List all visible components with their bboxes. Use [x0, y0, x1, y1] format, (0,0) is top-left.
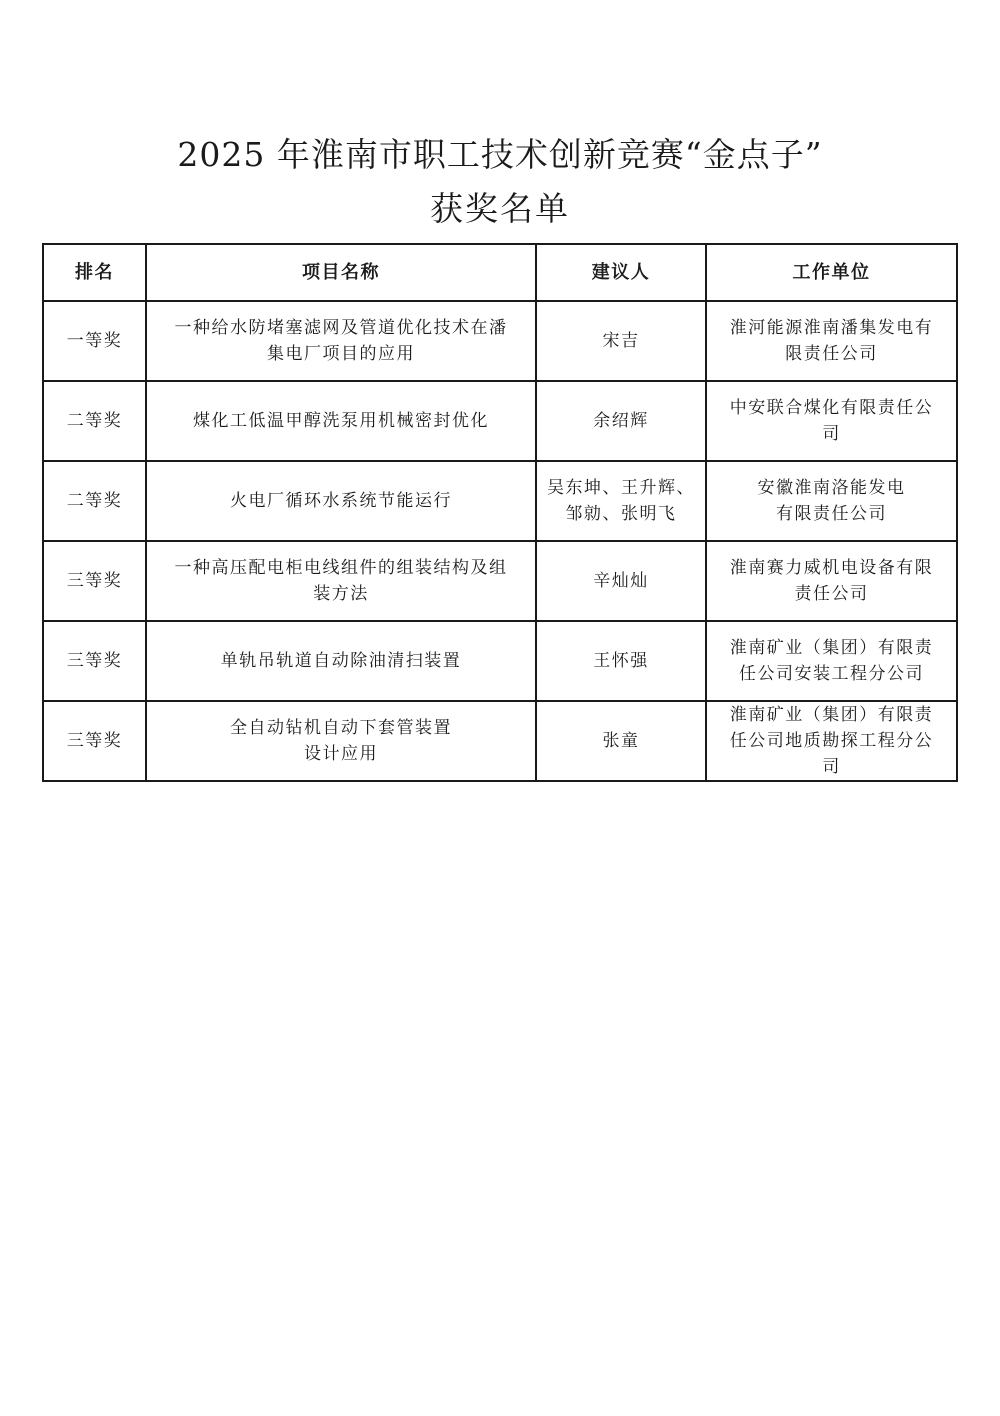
cell-person-line: 宋吉: [602, 331, 640, 351]
cell-rank: 三等奖: [43, 621, 146, 701]
document-subtitle: 获奖名单: [430, 189, 570, 228]
cell-project-line: 全自动钻机自动下套管装置: [230, 718, 452, 738]
cell-project: [146, 621, 536, 701]
header-unit: 工作单位: [706, 244, 957, 301]
awards-table: [42, 243, 958, 782]
cell-unit-line: 任公司地质勘探工程分公: [729, 731, 934, 751]
cell-unit: [706, 301, 957, 381]
cell-project-line: 设计应用: [304, 744, 378, 764]
table-row: [43, 541, 957, 621]
cell-unit-line: 限责任公司: [785, 344, 878, 364]
header-project: 项目名称: [146, 244, 536, 301]
cell-person: [536, 461, 706, 541]
cell-project: [146, 541, 536, 621]
cell-unit-line: 淮南矿业（集团）有限责: [729, 638, 934, 658]
cell-rank: 一等奖: [43, 301, 146, 381]
header-person: 建议人: [536, 244, 706, 301]
cell-person: [536, 301, 706, 381]
cell-person-line: 辛灿灿: [593, 571, 649, 591]
cell-project-line: 单轨吊轨道自动除油清扫装置: [220, 651, 462, 671]
cell-person-line: 吴东坤、王升辉、: [547, 478, 695, 498]
cell-project-line: 装方法: [313, 584, 369, 604]
cell-unit-line: 淮河能源淮南潘集发电有: [729, 318, 934, 338]
cell-person-line: 王怀强: [593, 651, 649, 671]
cell-project: [146, 301, 536, 381]
cell-unit-line: 淮南矿业（集团）有限责: [729, 705, 934, 725]
table-row: [43, 701, 957, 781]
cell-unit-line: 安徽淮南洛能发电: [757, 478, 906, 498]
cell-project-line: 煤化工低温甲醇洗泵用机械密封优化: [193, 411, 489, 431]
cell-unit-line: 责任公司: [794, 584, 869, 604]
cell-person: [536, 541, 706, 621]
cell-unit-line: 任公司安装工程分公司: [739, 664, 924, 684]
cell-project: [146, 381, 536, 461]
cell-unit-line: 中安联合煤化有限责任公: [729, 398, 934, 418]
table-row: [43, 381, 957, 461]
table-row: [43, 461, 957, 541]
cell-project-line: 集电厂项目的应用: [267, 344, 415, 364]
cell-person: [536, 701, 706, 781]
cell-unit-line: 有限责任公司: [776, 504, 887, 524]
table-row: [43, 301, 957, 381]
cell-rank: 二等奖: [43, 381, 146, 461]
cell-rank: 二等奖: [43, 461, 146, 541]
cell-project-line: 一种给水防堵塞滤网及管道优化技术在潘: [174, 318, 508, 338]
cell-project: [146, 461, 536, 541]
cell-project: [146, 701, 536, 781]
cell-person: [536, 621, 706, 701]
cell-project-line: 火电厂循环水系统节能运行: [230, 491, 452, 511]
cell-unit: [706, 541, 957, 621]
cell-unit-line: 淮南赛力威机电设备有限: [729, 558, 934, 578]
header-rank: 排名: [43, 244, 146, 301]
cell-person: [536, 381, 706, 461]
cell-person-line: 张童: [602, 731, 640, 751]
cell-unit-line: 司: [822, 757, 841, 777]
table-body: [43, 301, 957, 781]
cell-rank: 三等奖: [43, 541, 146, 621]
cell-unit-line: 司: [822, 424, 841, 444]
cell-project-line: 一种高压配电柜电线组件的组装结构及组: [174, 558, 508, 578]
cell-unit: [706, 461, 957, 541]
cell-rank: 三等奖: [43, 701, 146, 781]
cell-unit: [706, 621, 957, 701]
cell-person-line: 邹勍、张明飞: [565, 504, 677, 524]
table-row: [43, 621, 957, 701]
cell-unit: [706, 701, 957, 781]
table-header-row: [43, 244, 957, 301]
document-title: 2025 年淮南市职工技术创新竞赛“金点子”: [177, 135, 823, 174]
cell-person-line: 余绍辉: [593, 411, 649, 431]
cell-unit: [706, 381, 957, 461]
